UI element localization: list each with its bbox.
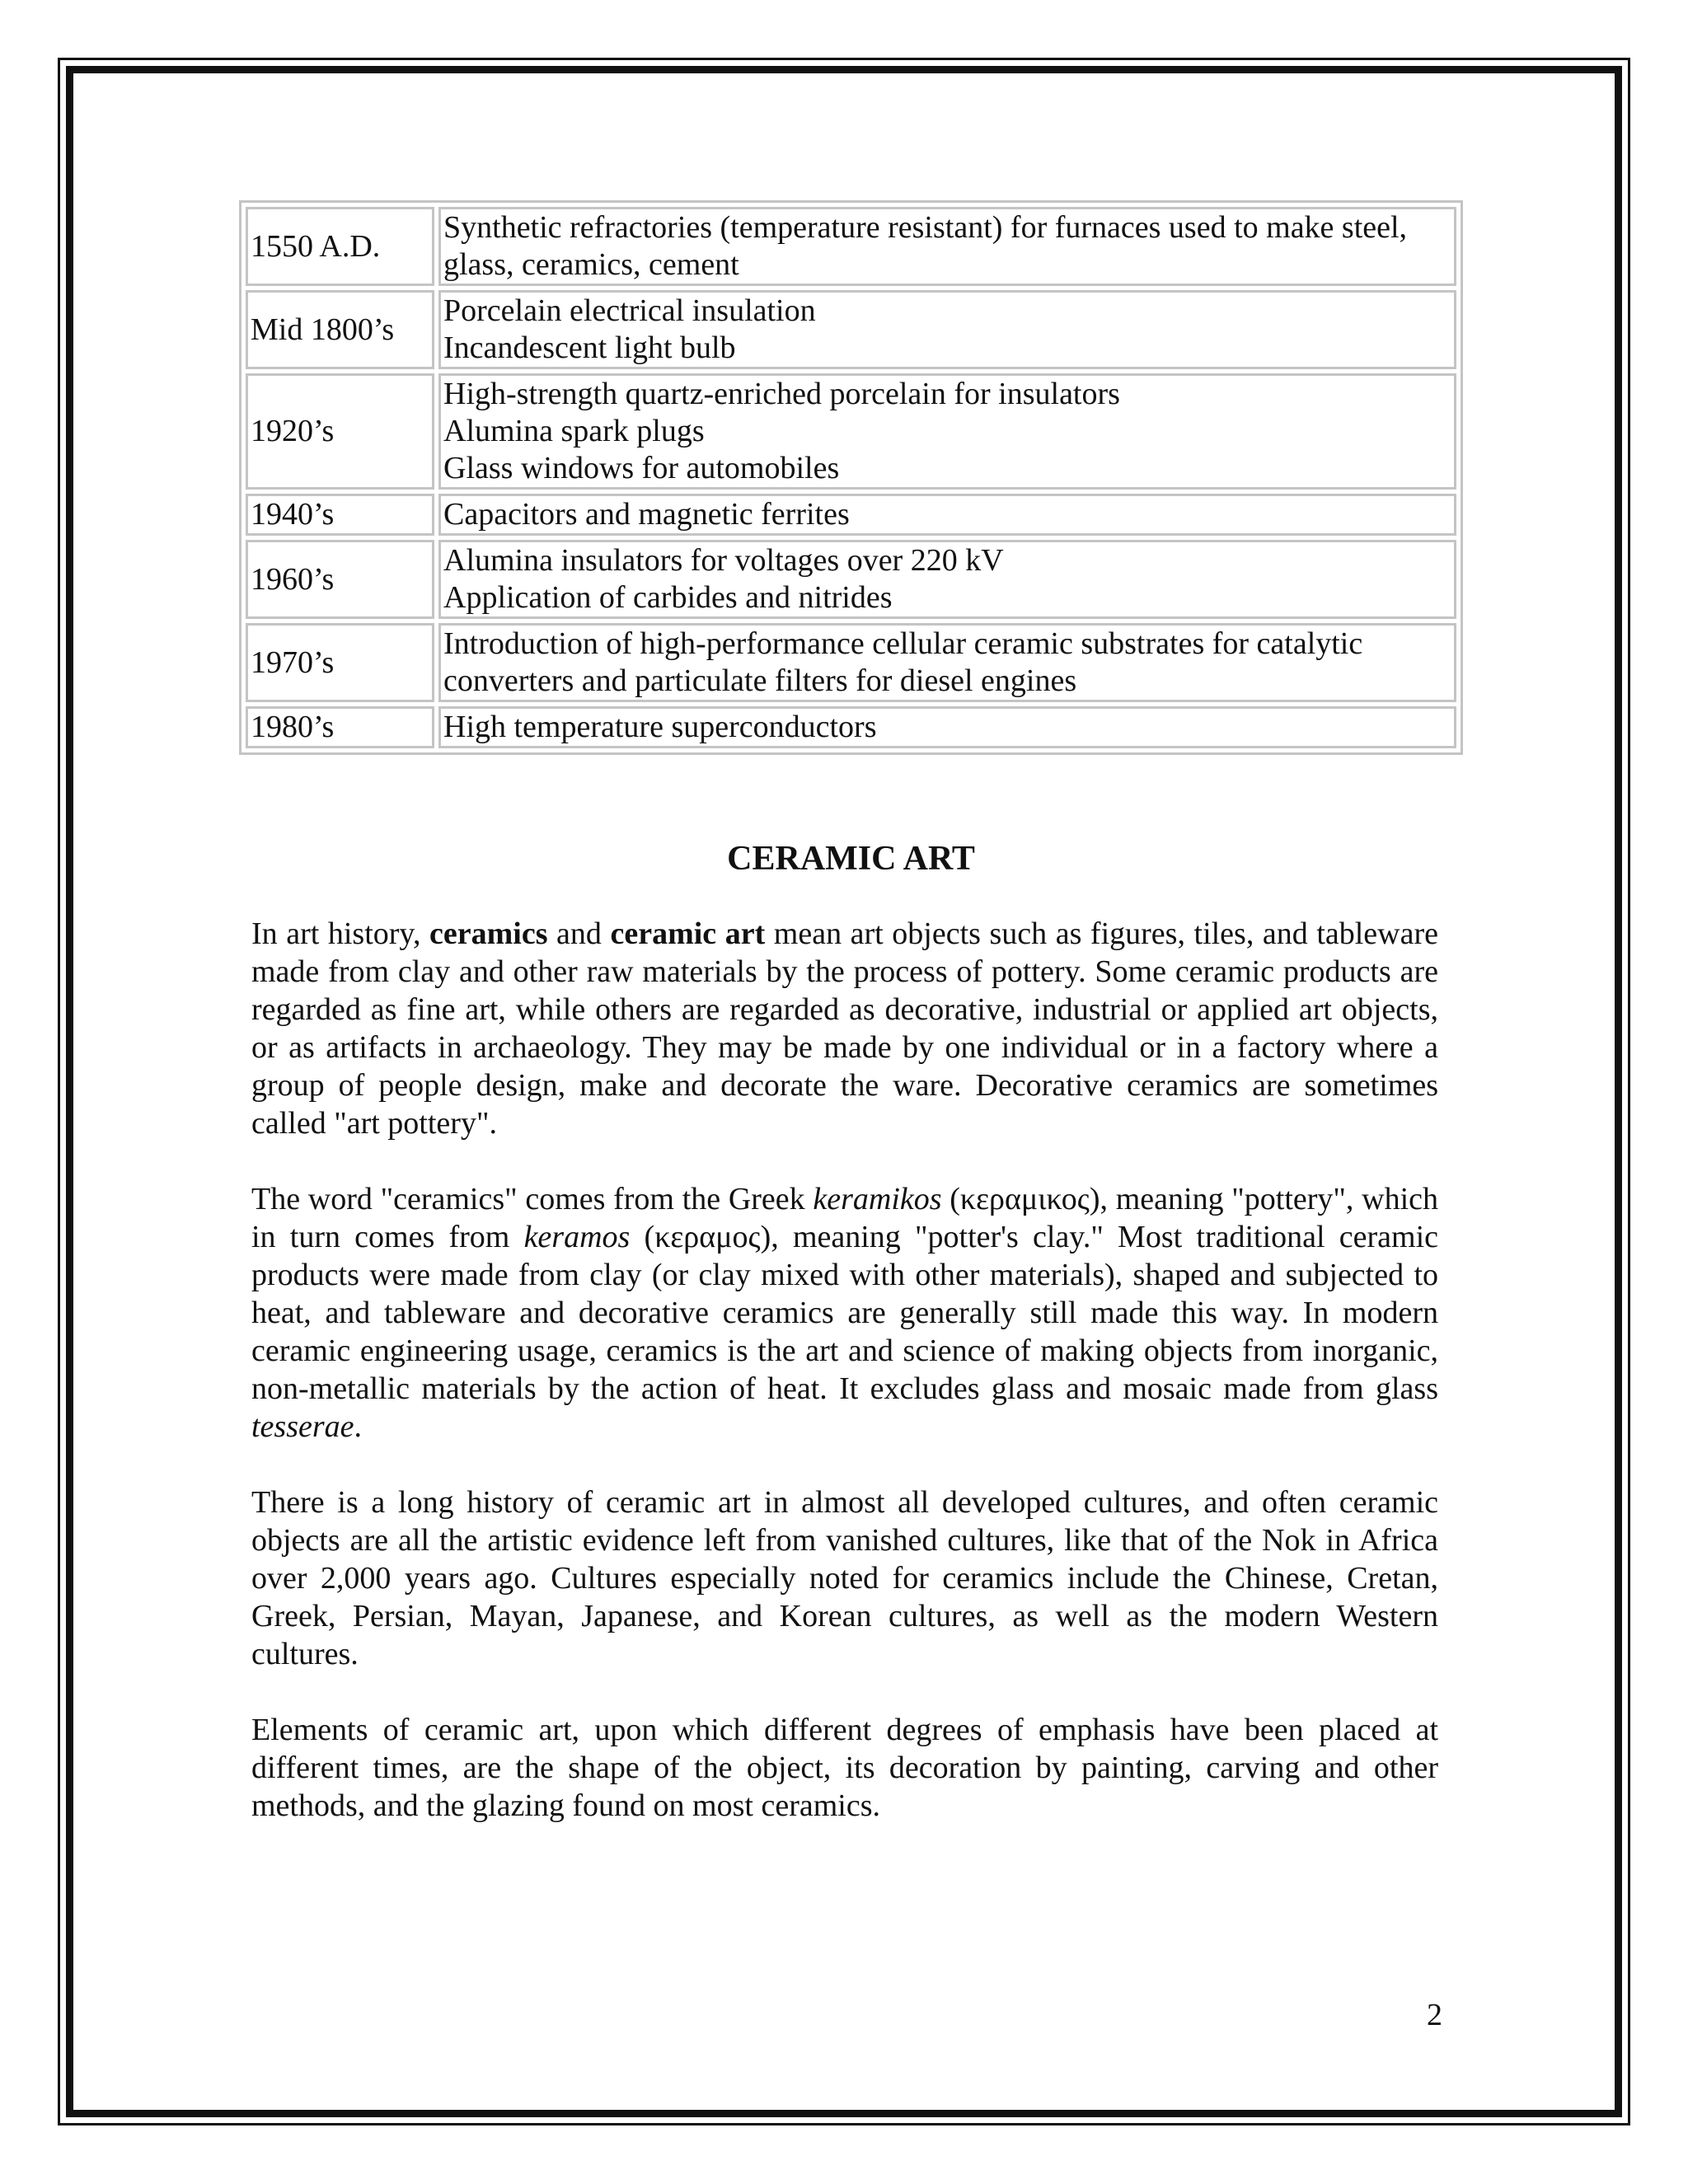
table-row xyxy=(246,623,1456,702)
events-cell xyxy=(438,290,1456,369)
events-cell xyxy=(438,623,1456,702)
event-text: High-strength quartz-enriched porcelain for insulators xyxy=(443,377,1120,411)
event-text: Capacitors and magnetic ferrites xyxy=(443,497,850,532)
era-cell: 1970’s xyxy=(246,623,434,702)
paragraph: There is a long history of ceramic art in almost all developed cultures, and often ceramic objects are all the artistic evidence left from vanished cultures, like that of the Nok in Africa over 2,000 years ago. Cultures especially noted for ceramics include the Chinese, Cretan, Greek, Persian, Mayan, Japanese, and Korean cultures, as well as the modern Western cultures. xyxy=(251,1485,1438,1671)
event-text: Porcelain electrical insulation xyxy=(443,293,816,328)
era-cell: 1980’s xyxy=(246,706,434,748)
events-cell xyxy=(438,706,1456,748)
table-row xyxy=(246,290,1456,369)
table-row xyxy=(246,373,1456,490)
page-number: 2 xyxy=(1427,1998,1442,2032)
table-row xyxy=(246,706,1456,748)
ceramics-timeline-table xyxy=(239,200,1463,755)
paragraph: Elements of ceramic art, upon which different degrees of emphasis have been placed at different times, are the shape of the object, its decoration by painting, carving and other methods, and the glazing found on most ceramics. xyxy=(251,1713,1438,1823)
event-text: Alumina spark plugs xyxy=(443,414,705,448)
event-text: Introduction of high-performance cellular ceramic substrates for catalytic converters and particulate filters for diesel engines xyxy=(443,626,1363,698)
section-heading: CERAMIC ART xyxy=(727,840,975,878)
era-cell: Mid 1800’s xyxy=(246,290,434,369)
event-text: Glass windows for automobiles xyxy=(443,451,840,485)
era-cell: 1920’s xyxy=(246,373,434,490)
event-text: Synthetic refractories (temperature resistant) for furnaces used to make steel, glass, ceramics, cement xyxy=(443,210,1408,282)
table-row xyxy=(246,207,1456,286)
era-cell: 1960’s xyxy=(246,540,434,619)
section-body xyxy=(251,915,1438,1863)
event-text: Application of carbides and nitrides xyxy=(443,580,893,615)
event-text: Alumina insulators for voltages over 220 kV xyxy=(443,543,1004,578)
table-row xyxy=(246,540,1456,619)
events-cell xyxy=(438,207,1456,286)
event-text: Incandescent light bulb xyxy=(443,330,736,365)
paragraph: In art history, ceramics and ceramic art mean art objects such as figures, tiles, and tableware made from clay and other raw materials by the process of pottery. Some ceramic products are regarded as fine art, while others are regarded as decorative, industrial or applied art objects, or as artifacts in archaeology. They may be made by one individual or in a factory where a group of people design, make and decorate the ware. Decorative ceramics are sometimes called "art pottery". xyxy=(251,916,1439,1141)
events-cell xyxy=(438,494,1456,536)
table-row xyxy=(246,494,1456,536)
events-cell xyxy=(438,540,1456,619)
event-text: High temperature superconductors xyxy=(443,710,877,744)
paragraph: The word "ceramics" comes from the Greek keramikos (κεραμικος), meaning "pottery", which in turn comes from keramos (κεραμος), meaning "potter's clay." Most traditional ceramic products were made from clay (or clay mixed with other materials), shaped and subjected to heat, and tableware and decorative ceramics are generally still made this way. In modern ceramic engineering usage, ceramics is the art and science of making objects from inorganic, non-metallic materials by the action of heat. It excludes glass and mosaic made from glass tesserae. xyxy=(251,1182,1439,1444)
era-cell: 1940’s xyxy=(246,494,434,536)
events-cell xyxy=(438,373,1456,490)
era-cell: 1550 A.D. xyxy=(246,207,434,286)
